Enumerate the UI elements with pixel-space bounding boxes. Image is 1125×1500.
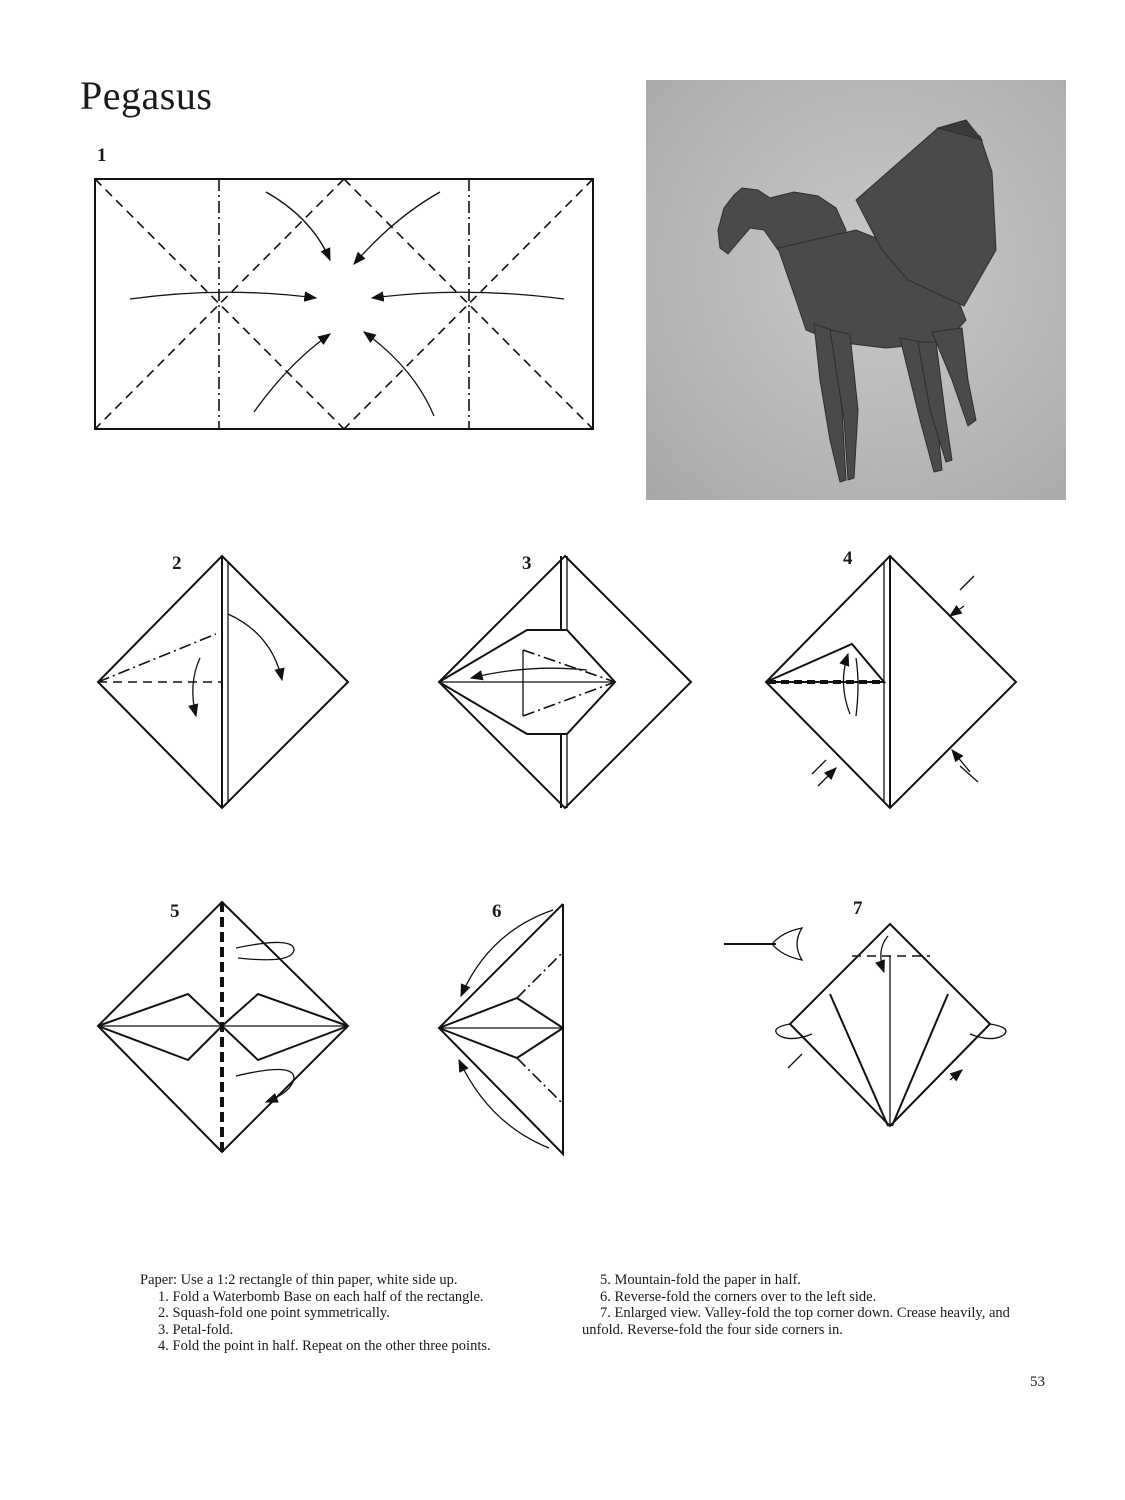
- step-7-diagram: [768, 922, 1024, 1132]
- step-6-diagram: [437, 902, 567, 1158]
- step-number-7: 7: [853, 898, 863, 919]
- instruction-step-6: 6. Reverse-fold the corners over to the left side.: [600, 1288, 877, 1305]
- page-title: Pegasus: [80, 73, 213, 118]
- instruction-step-7: 7. Enlarged view. Valley-fold the top corner down. Crease heavily, and unfold. Reverse-fold the four side corners in.: [582, 1305, 1010, 1338]
- step-2-diagram: [96, 554, 352, 810]
- instructions-left-column: [140, 1272, 570, 1355]
- page-number: 53: [1030, 1374, 1045, 1390]
- instructions-right-column: [582, 1272, 1022, 1338]
- pegasus-model-image: [646, 80, 1066, 500]
- instruction-step-2: 2. Squash-fold one point symmetrically.: [158, 1305, 390, 1321]
- instruction-step-1: 1. Fold a Waterbomb Base on each half of the rectangle.: [158, 1288, 484, 1305]
- step-number-4: 4: [843, 548, 853, 569]
- instruction-step-3: 3. Petal-fold.: [158, 1321, 234, 1338]
- instruction-step-5: 5. Mountain-fold the paper in half.: [600, 1272, 801, 1288]
- step-number-6: 6: [492, 901, 502, 922]
- step-5-diagram: [96, 900, 352, 1156]
- step-number-2: 2: [172, 553, 182, 574]
- instruction-step-4: 4. Fold the point in half. Repeat on the other three points.: [158, 1338, 491, 1354]
- paper-instruction: Paper: Use a 1:2 rectangle of thin paper, white side up.: [140, 1272, 458, 1288]
- step-1-diagram: [94, 178, 594, 430]
- step-number-3: 3: [522, 553, 532, 574]
- pegasus-photo: [646, 80, 1066, 500]
- step-number-5: 5: [170, 901, 180, 922]
- step-4-diagram: [764, 554, 1020, 810]
- step-3-diagram: [437, 554, 693, 810]
- step-number-1: 1: [97, 145, 107, 166]
